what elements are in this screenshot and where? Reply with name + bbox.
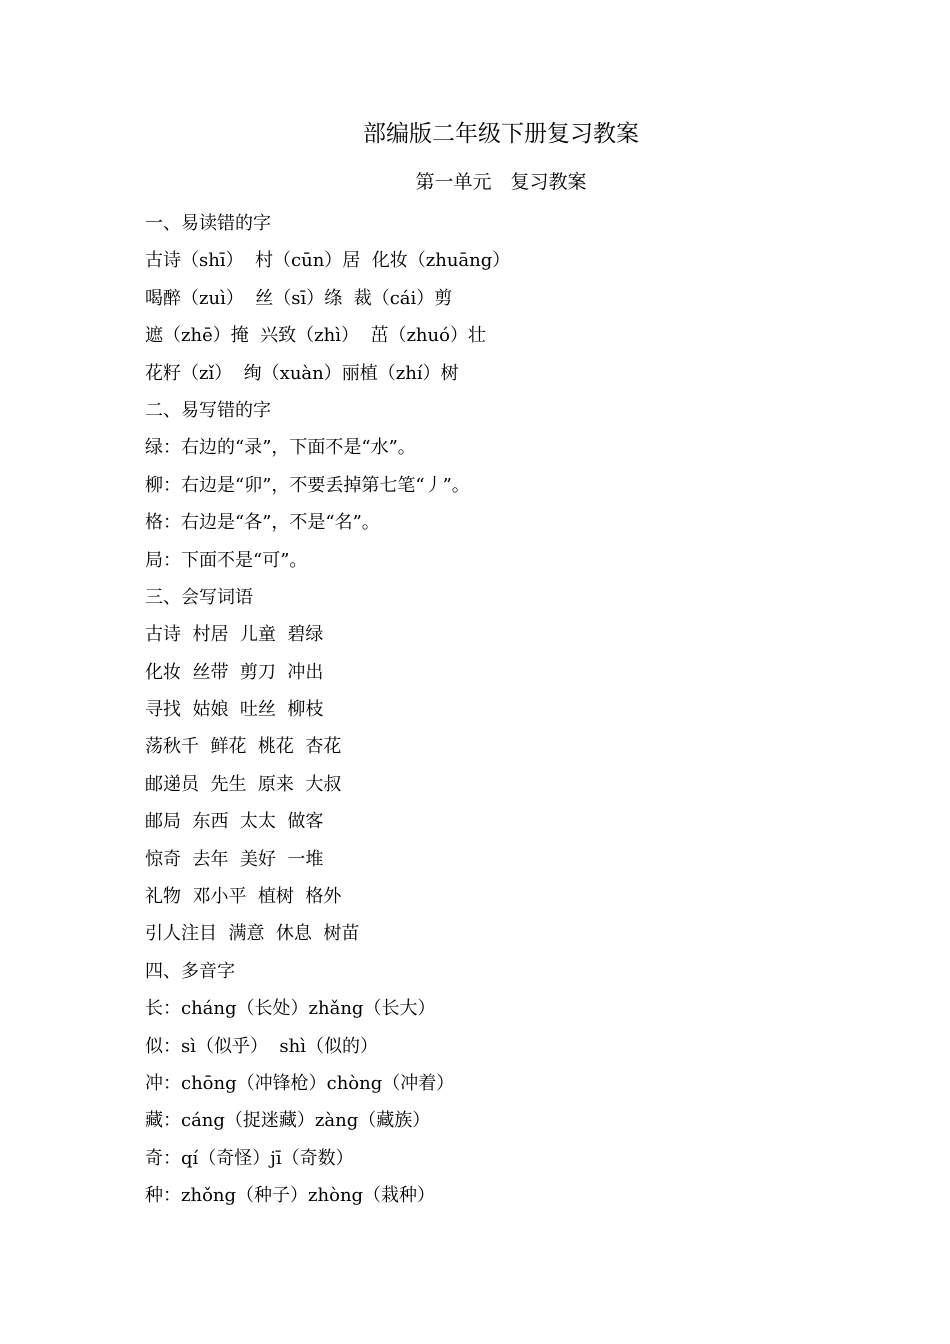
document-body bbox=[145, 205, 865, 1215]
text-line: 绿：右边的“录”，下面不是“水”。 bbox=[145, 437, 416, 459]
text-line: 遮（zhē）掩 兴致（zhì） 茁（zhuó）壮 bbox=[145, 325, 486, 347]
text-line: 荡秋千 鲜花 桃花 杏花 bbox=[145, 736, 342, 758]
text-line: 化妆 丝带 剪刀 冲出 bbox=[145, 661, 324, 683]
text-line: 礼物 邓小平 植树 格外 bbox=[145, 886, 342, 908]
text-line: 邮递员 先生 原来 大叔 bbox=[145, 773, 342, 795]
text-line: 寻找 姑娘 吐丝 柳枝 bbox=[145, 699, 324, 721]
text-line: 似：sì（似乎） shì（似的） bbox=[145, 1035, 379, 1057]
text-line: 局：下面不是“可”。 bbox=[145, 549, 308, 571]
text-line: 引人注目 满意 休息 树苗 bbox=[145, 923, 360, 945]
text-line: 冲：chōng（冲锋枪）chòng（冲着） bbox=[145, 1072, 455, 1094]
page-subtitle: 第一单元 复习教案 bbox=[415, 171, 587, 193]
text-line: 古诗（shī） 村（cūn）居 化妆（zhuāng） bbox=[145, 250, 511, 272]
text-line: 喝醉（zuì） 丝（sī）绦 裁（cái）剪 bbox=[145, 287, 453, 309]
text-line: 长：cháng（长处）zhǎng（长大） bbox=[145, 998, 436, 1020]
text-line: 古诗 村居 儿童 碧绿 bbox=[145, 624, 324, 646]
text-line: 邮局 东西 太太 做客 bbox=[145, 811, 324, 833]
text-line: 柳：右边是“卯”，不要丢掉第七笔“丿”。 bbox=[145, 474, 470, 496]
section-heading-polyphones: 四、多音字 bbox=[145, 960, 235, 982]
section-heading-read: 一、易读错的字 bbox=[145, 213, 271, 234]
text-line: 种：zhǒng（种子）zhòng（栽种） bbox=[145, 1185, 436, 1207]
section-heading-words: 三、会写词语 bbox=[145, 586, 253, 608]
text-line: 藏：cáng（捉迷藏）zàng（藏族） bbox=[145, 1110, 431, 1132]
text-line: 格：右边是“各”，不是“名”。 bbox=[145, 512, 380, 534]
text-line: 花籽（zǐ） 绚（xuàn）丽植（zhí）树 bbox=[145, 362, 459, 384]
section-heading-write: 二、易写错的字 bbox=[145, 399, 271, 421]
text-line: 奇：qí（奇怪）jī（奇数） bbox=[145, 1147, 354, 1169]
page-title: 部编版二年级下册复习教案 bbox=[363, 121, 639, 147]
text-line: 惊奇 去年 美好 一堆 bbox=[145, 848, 324, 870]
